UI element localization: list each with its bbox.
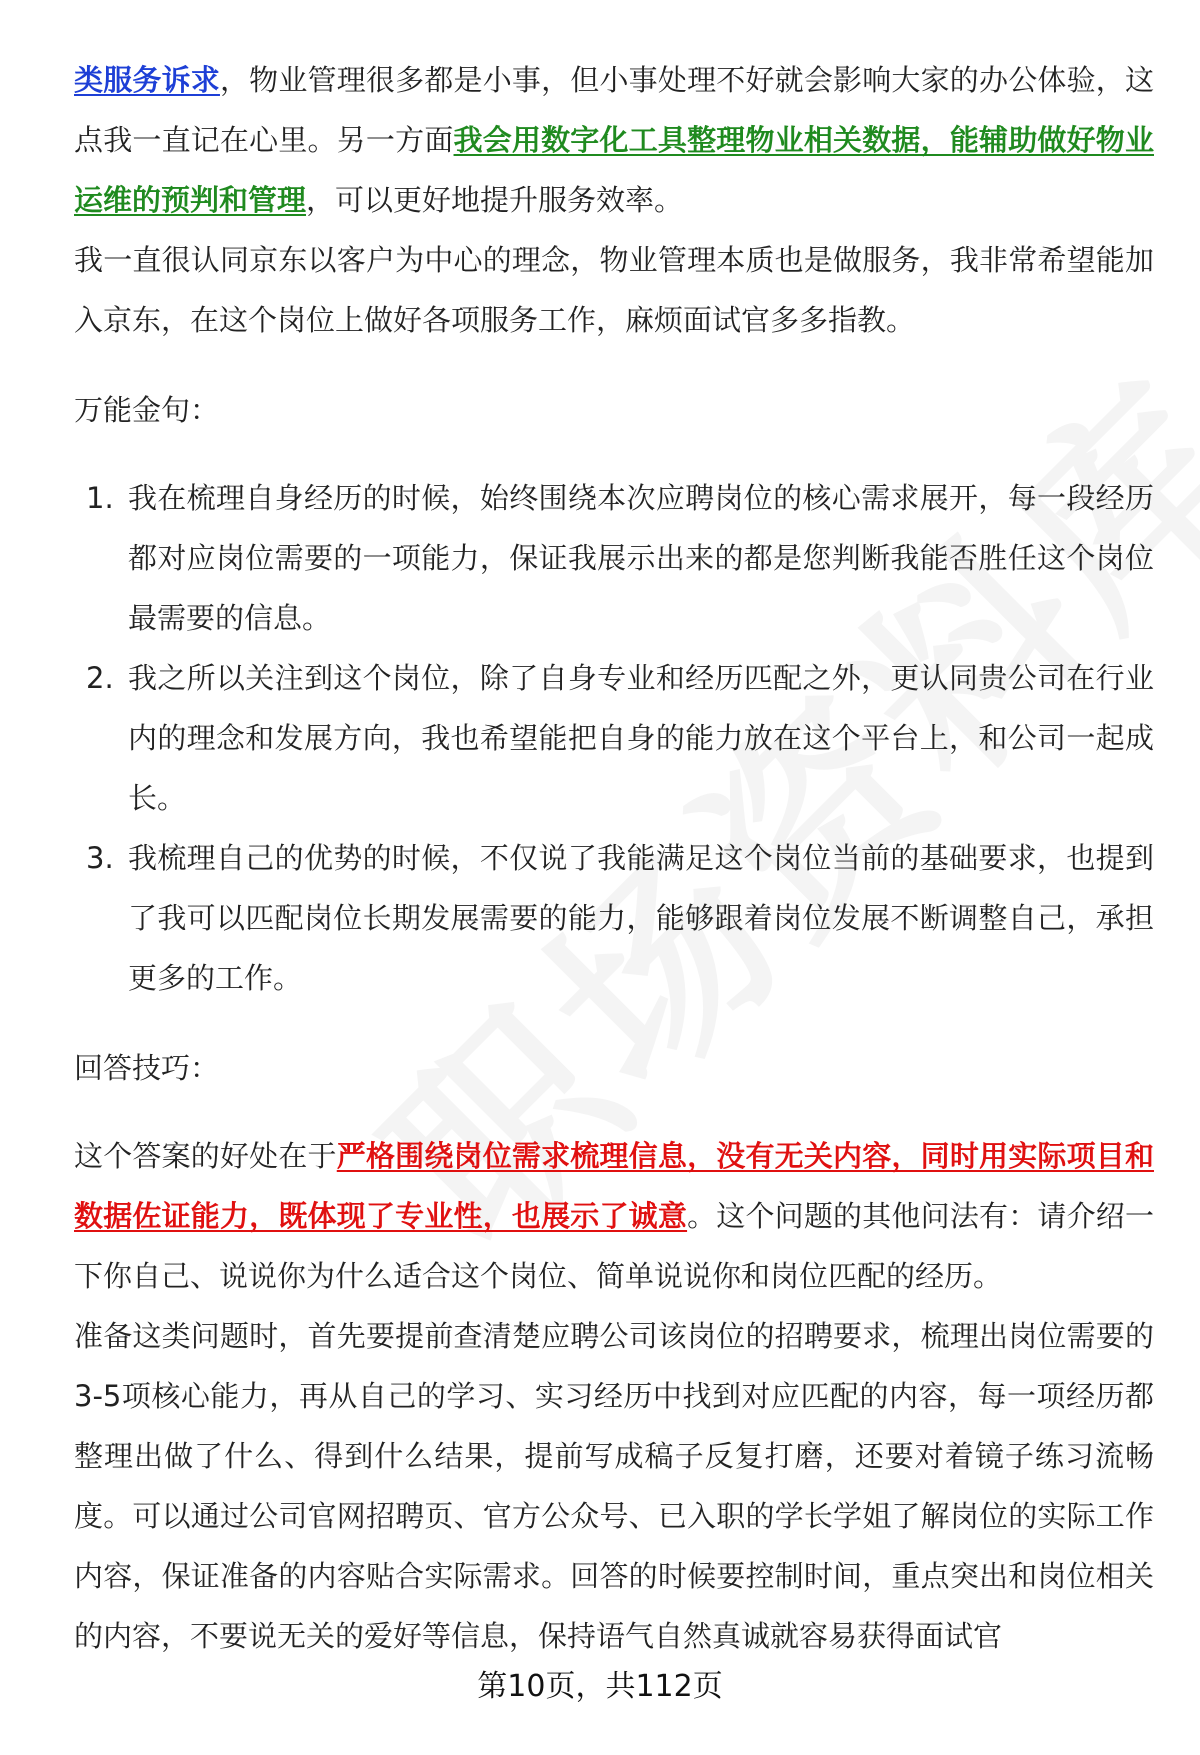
highlight-green: 我会用数字化工具整理物业相关数据，能辅助做好物业运维的预判和管理	[74, 123, 1154, 217]
list-number: 2.	[86, 661, 114, 695]
list-item	[74, 828, 1154, 1008]
answer-tips-heading: 回答技巧：	[74, 1051, 220, 1085]
highlight-blue: 类服务诉求	[74, 63, 220, 97]
highlight-red: 严格围绕岗位需求梳理信息，没有无关内容，同时用实际项目和数据佐证能力，既体现了专业性，也展示了诚意	[74, 1139, 1154, 1233]
answer-tips-paragraph-2: 准备这类问题时，首先要提前查清楚应聘公司该岗位的招聘要求，梳理出岗位需要的3-5项核心能力，再从自己的学习、实习经历中找到对应匹配的内容，每一项经历都整理出做了什么、得到什么结果，提前写成稿子反复打磨，还要对着镜子练习流畅度。可以通过公司官网招聘页、官方公众号、已入职的学长学姐了解岗位的实际工作内容，保证准备的内容贴合实际需求。回答的时候要控制时间，重点突出和岗位相关的内容，不要说无关的爱好等信息，保持语气自然真诚就容易获得面试官	[74, 1319, 1154, 1653]
list-item-text: 我在梳理自身经历的时候，始终围绕本次应聘岗位的核心需求展开，每一段经历都对应岗位需要的一项能力，保证我展示出来的都是您判断我能否胜任这个岗位最需要的信息。	[128, 481, 1154, 635]
golden-sentences-list	[74, 468, 1154, 1008]
list-item	[74, 468, 1154, 648]
intro-paragraph-1	[74, 50, 1154, 230]
list-item-text: 我梳理自己的优势的时候，不仅说了我能满足这个岗位当前的基础要求，也提到了我可以匹配岗位长期发展需要的能力，能够跟着岗位发展不断调整自己，承担更多的工作。	[128, 841, 1154, 995]
document-body	[74, 50, 1154, 1666]
intro-paragraph-2: 我一直很认同京东以客户为中心的理念，物业管理本质也是做服务，我非常希望能加入京东，在这个岗位上做好各项服务工作，麻烦面试官多多指教。	[74, 243, 1154, 337]
list-number: 1.	[86, 481, 114, 515]
paragraph-text: 。这个问题的其他问法有：请介绍一下你自己、说说你为什么适合这个岗位、简单说说你和岗位匹配的经历。	[74, 1199, 1154, 1293]
page-number: 第10页，共112页	[477, 1669, 723, 1704]
paragraph-text: ，物业管理很多都是小事，但小事处理不好就会影响大家的办公体验，这点我一直记在心里。另一方面	[74, 63, 1154, 157]
list-item	[74, 648, 1154, 828]
answer-tips-paragraph-1	[74, 1126, 1154, 1306]
list-number: 3.	[86, 841, 114, 875]
golden-sentences-heading: 万能金句：	[74, 393, 220, 427]
paragraph-text: 这个答案的好处在于	[74, 1139, 337, 1173]
paragraph-text: ，可以更好地提升服务效率。	[306, 183, 684, 217]
list-item-text: 我之所以关注到这个岗位，除了自身专业和经历匹配之外，更认同贵公司在行业内的理念和发展方向，我也希望能把自身的能力放在这个平台上，和公司一起成长。	[128, 661, 1154, 815]
